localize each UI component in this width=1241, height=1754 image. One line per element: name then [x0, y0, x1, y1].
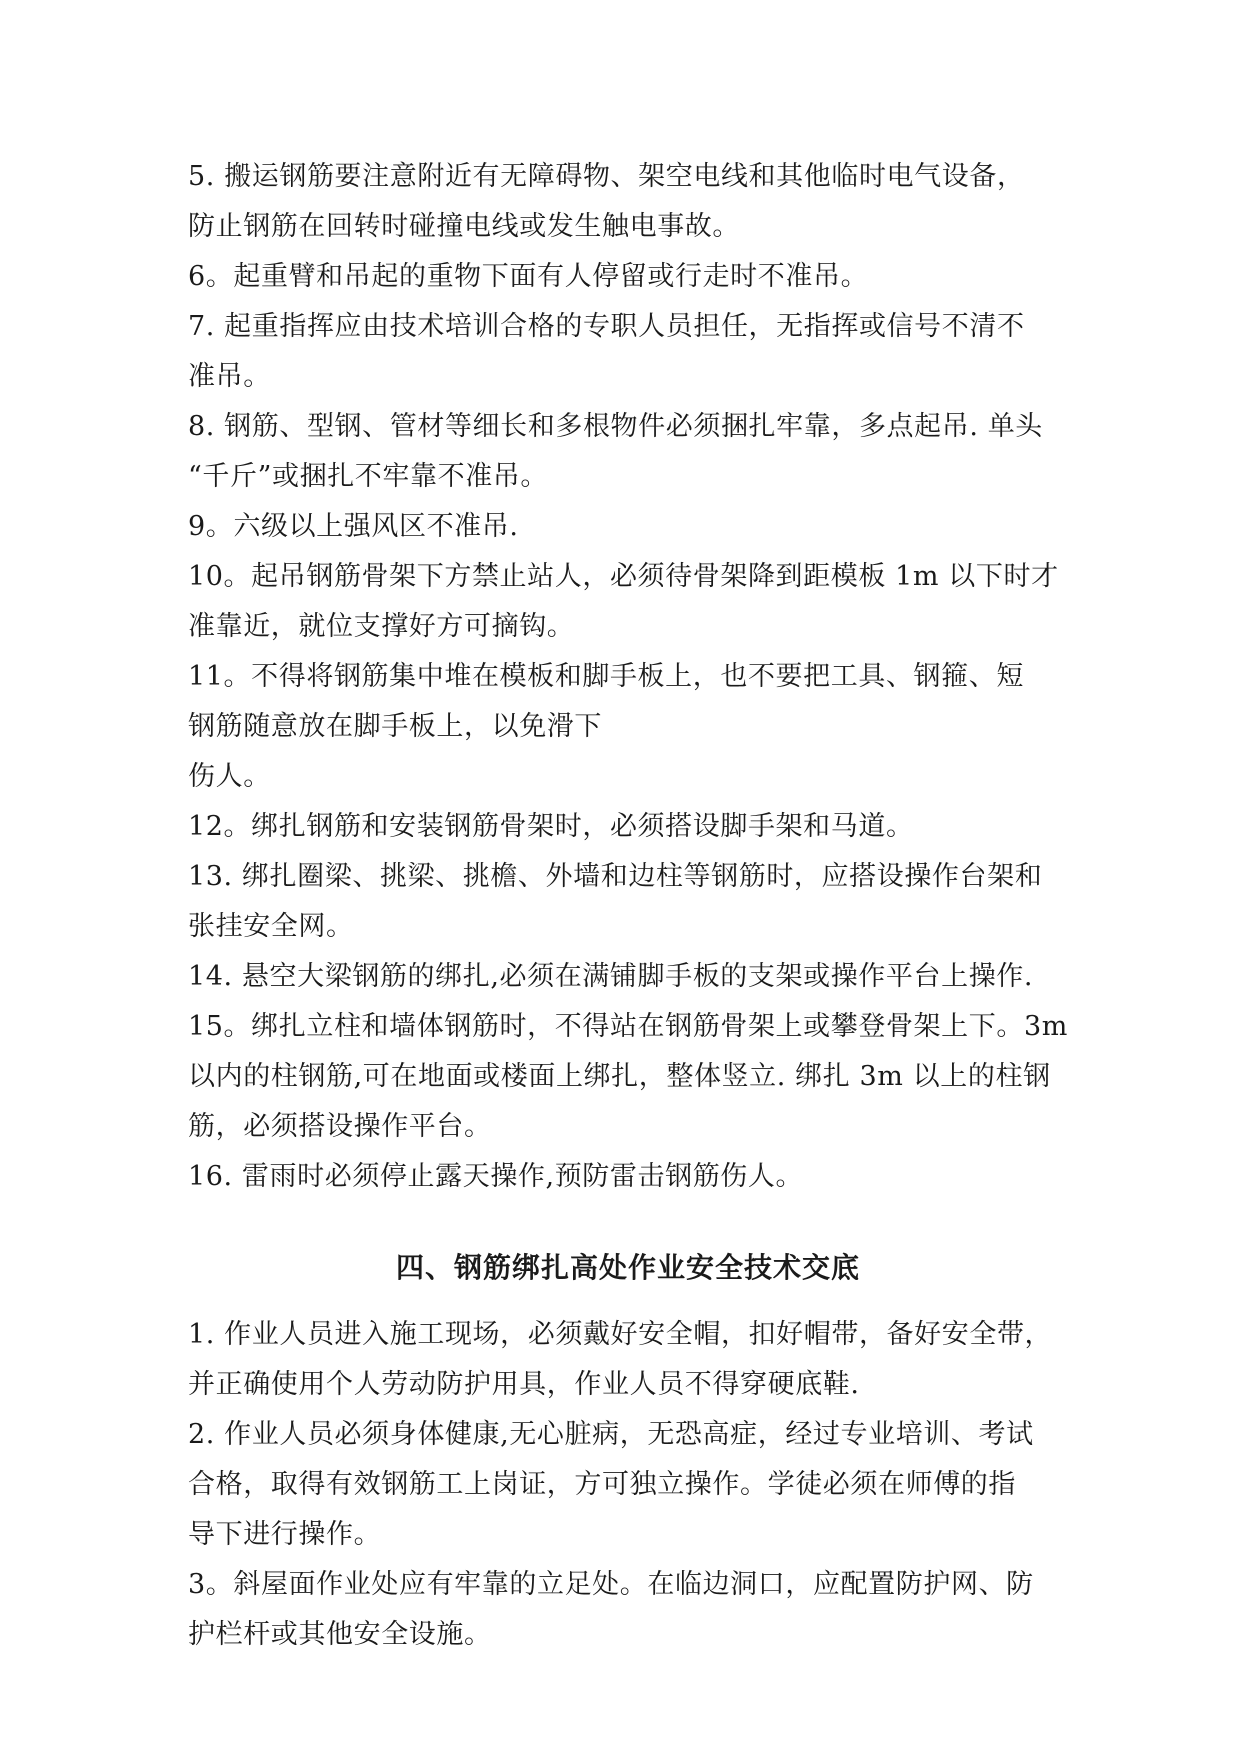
text-line: 以内的柱钢筋,可在地面或楼面上绑扎，整体竖立. 绑扎 3m 以上的柱钢: [188, 1061, 1051, 1092]
text-line: 8. 钢筋、型钢、管材等细长和多根物件必须捆扎牢靠，多点起吊. 单头: [188, 411, 1043, 442]
text-line: 6。起重臂和吊起的重物下面有人停留或行走时不准吊。: [188, 261, 869, 292]
text-line: 并正确使用个人劳动防护用具，作业人员不得穿硬底鞋.: [188, 1369, 860, 1400]
text-line: 准靠近，就位支撑好方可摘钩。: [188, 611, 575, 642]
text-line: “千斤”或捆扎不牢靠不准吊。: [188, 461, 549, 492]
document-body: [188, 152, 1068, 1660]
section-heading: 四、钢筋绑扎高处作业安全技术交底: [395, 1251, 860, 1284]
text-line: 3。斜屋面作业处应有牢靠的立足处。在临边洞口，应配置防护网、防: [188, 1569, 1034, 1600]
text-line: 16. 雷雨时必须停止露天操作,预防雷击钢筋伤人。: [188, 1161, 804, 1192]
text-line: 7. 起重指挥应由技术培训合格的专职人员担任，无指挥或信号不清不: [188, 311, 1025, 342]
text-line: 13. 绑扎圈梁、挑梁、挑檐、外墙和边柱等钢筋时，应搭设操作台架和: [188, 861, 1043, 892]
section-3-text: [188, 152, 1068, 1202]
text-line: 2. 作业人员必须身体健康,无心脏病，无恐高症，经过专业培训、考试: [188, 1419, 1034, 1450]
text-line: 合格，取得有效钢筋工上岗证，方可独立操作。学徒必须在师傅的指: [188, 1469, 1016, 1500]
section-4-text: [188, 1310, 1068, 1660]
text-line: 护栏杆或其他安全设施。: [188, 1619, 492, 1650]
text-line: 准吊。: [188, 361, 271, 392]
text-line: 11。不得将钢筋集中堆在模板和脚手板上，也不要把工具、钢箍、短: [188, 661, 1024, 692]
text-line: 防止钢筋在回转时碰撞电线或发生触电事故。: [188, 211, 740, 242]
text-line: 筋，必须搭设操作平台。: [188, 1111, 492, 1142]
text-line: 9。六级以上强风区不准吊.: [188, 511, 519, 542]
text-line: 14. 悬空大梁钢筋的绑扎,必须在满铺脚手板的支架或操作平台上操作.: [188, 961, 1034, 992]
text-line: 12。绑扎钢筋和安装钢筋骨架时，必须搭设脚手架和马道。: [188, 811, 914, 842]
text-line: 张挂安全网。: [188, 911, 354, 942]
text-line: 15。绑扎立柱和墙体钢筋时，不得站在钢筋骨架上或攀登骨架上下。3m: [188, 1011, 1068, 1042]
text-line: 导下进行操作。: [188, 1519, 382, 1550]
text-line: 伤人。: [188, 761, 271, 792]
text-line: 1. 作业人员进入施工现场，必须戴好安全帽，扣好帽带，备好安全带，: [188, 1319, 1053, 1350]
text-line: 5. 搬运钢筋要注意附近有无障碍物、架空电线和其他临时电气设备，: [188, 161, 1025, 192]
text-line: 钢筋随意放在脚手板上，以免滑下: [188, 711, 602, 742]
text-line: 10。起吊钢筋骨架下方禁止站人，必须待骨架降到距模板 1m 以下时才: [188, 561, 1059, 592]
